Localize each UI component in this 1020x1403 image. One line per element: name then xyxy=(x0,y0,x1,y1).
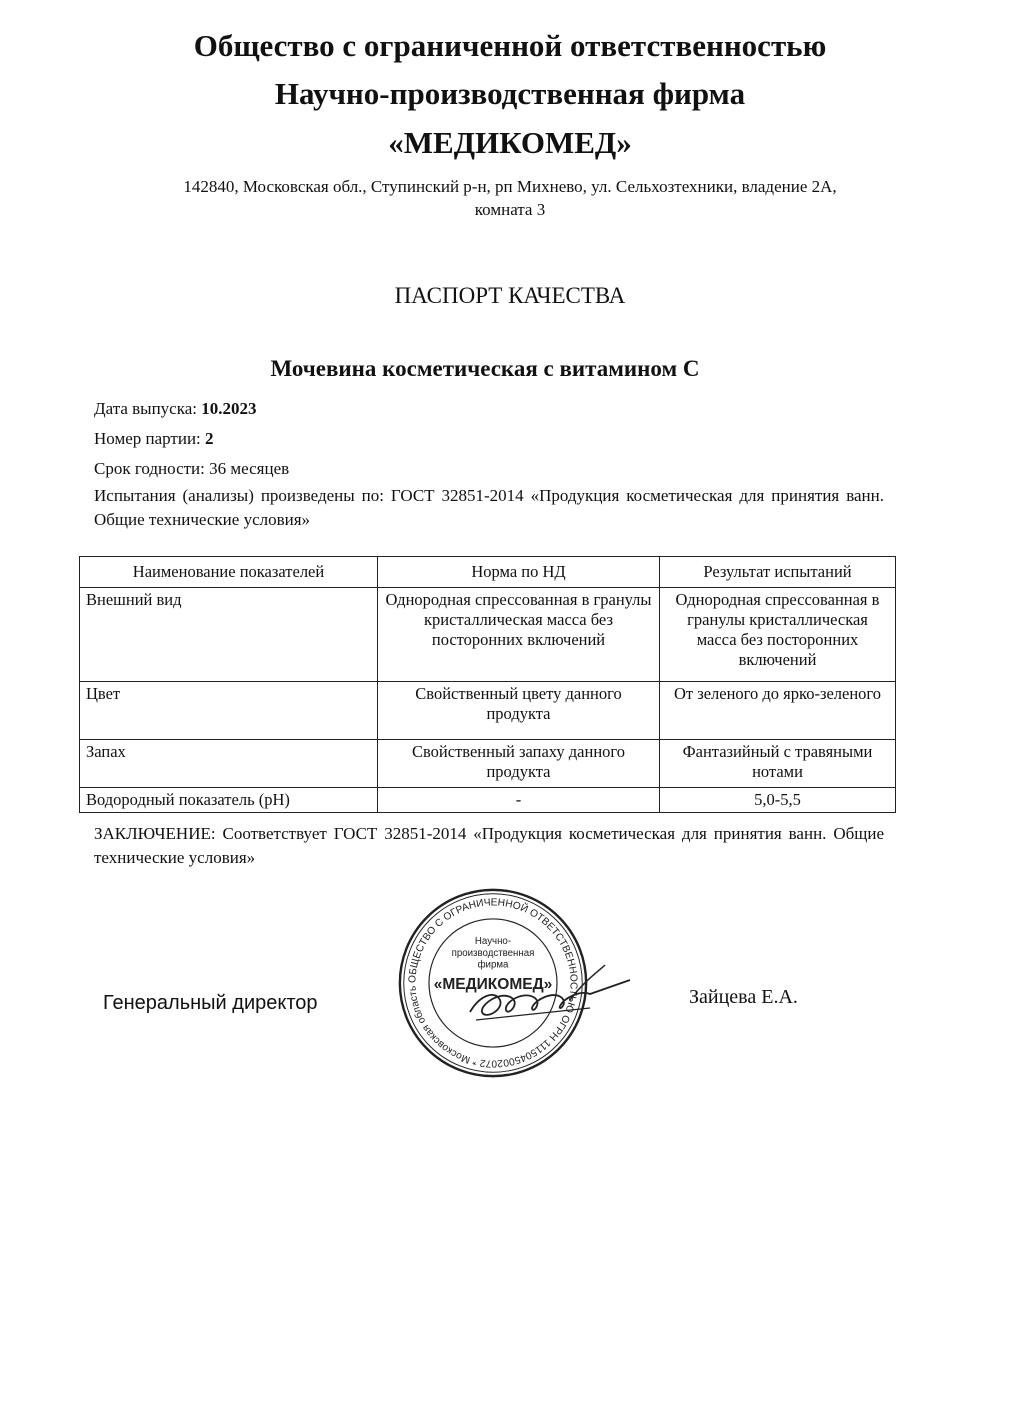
table-cell: - xyxy=(378,788,660,813)
document-title: ПАСПОРТ КАЧЕСТВА xyxy=(394,283,626,308)
table-row xyxy=(80,740,896,788)
table-cell: Фантазийный с травяными нотами xyxy=(660,740,896,788)
company-address xyxy=(60,175,960,221)
table-cell: Водородный показатель (рН) xyxy=(80,788,378,813)
table-cell: Запах xyxy=(80,740,378,788)
batch-number xyxy=(94,429,214,449)
table-cell: Внешний вид xyxy=(80,588,378,682)
table-row xyxy=(80,682,896,740)
column-header: Наименование показателей xyxy=(80,557,378,588)
stamp-line-1: Научно- xyxy=(474,936,512,948)
handwritten-signature xyxy=(440,960,640,1030)
shelf-life: Срок годности: 36 месяцев xyxy=(94,459,290,478)
column-header: Норма по НД xyxy=(378,557,660,588)
table-row xyxy=(80,588,896,682)
company-type: Научно-производственная фирма xyxy=(274,76,746,111)
table-cell: От зеленого до ярко-зеленого xyxy=(660,682,896,740)
conclusion: ЗАКЛЮЧЕНИЕ: Соответствует ГОСТ 32851-2014 «Продукция косметическая для принятия ванн. Общие технические условия» xyxy=(94,824,884,867)
column-header: Результат испытаний xyxy=(660,557,896,588)
stamp-line-3: фирма xyxy=(477,959,509,971)
release-date-value: 10.2023 xyxy=(201,399,257,418)
batch-number-value: 2 xyxy=(205,429,214,448)
table-cell: Свойственный цвету данного продукта xyxy=(378,682,660,740)
stamp-line-2: производственная xyxy=(451,947,535,959)
batch-number-label: Номер партии: xyxy=(94,429,206,448)
tests-standard: Испытания (анализы) произведены по: ГОСТ 32851-2014 «Продукция косметическая для принятия ванн. Общие технические условия» xyxy=(94,486,884,529)
signer-position: Генеральный директор xyxy=(103,992,318,1014)
signer-name: Зайцева Е.А. xyxy=(689,986,798,1008)
product-name: Мочевина косметическая с витамином С xyxy=(270,356,700,381)
table-cell: 5,0-5,5 xyxy=(660,788,896,813)
stamp-ring-text: ОБЩЕСТВО С ОГРАНИЧЕННОЙ ОТВЕТСТВЕННОСТЬЮ ОГРН 1115045002072 * Московская область xyxy=(407,897,579,1069)
stamp-company-name: «МЕДИКОМЕД» xyxy=(433,975,553,993)
table-cell: Цвет xyxy=(80,682,378,740)
quality-table xyxy=(79,556,896,813)
table-header-row xyxy=(80,557,896,588)
release-date-label: Дата выпуска: xyxy=(94,399,202,418)
address-line-2: комната 3 xyxy=(474,200,546,219)
table-row xyxy=(80,788,896,813)
table-cell: Свойственный запаху данного продукта xyxy=(378,740,660,788)
company-name: «МЕДИКОМЕД» xyxy=(388,125,632,160)
release-date xyxy=(94,399,257,419)
table-cell: Однородная спрессованная в гранулы кристаллическая масса без посторонних включений xyxy=(378,588,660,682)
company-legal-form: Общество с ограниченной ответственностью xyxy=(193,28,827,63)
table-cell: Однородная спрессованная в гранулы кристаллическая масса без посторонних включений xyxy=(660,588,896,682)
address-line-1: 142840, Московская обл., Ступинский р-н, рп Михнево, ул. Сельхозтехники, владение 2А, xyxy=(183,177,837,196)
